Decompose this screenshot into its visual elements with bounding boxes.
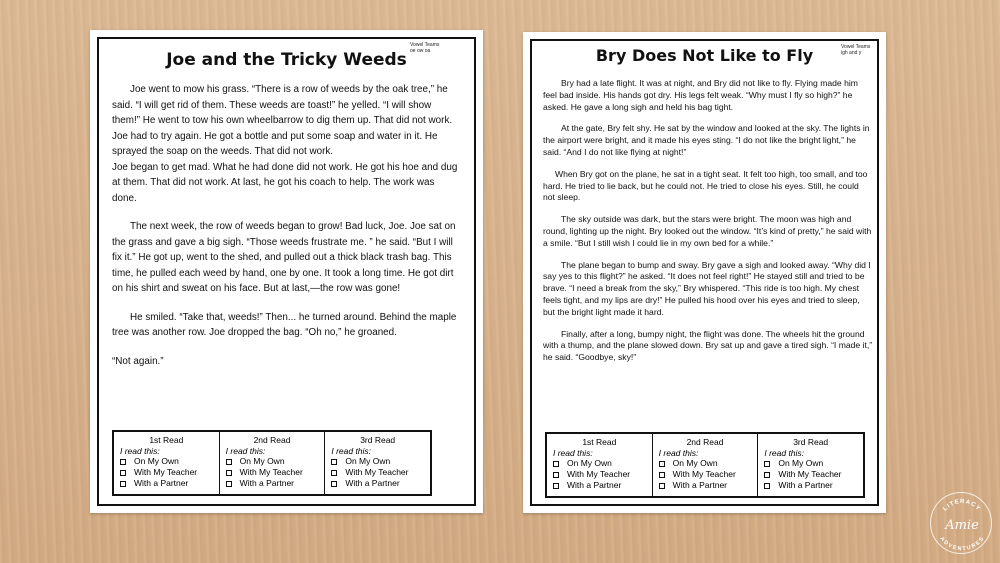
checkbox[interactable]: [331, 481, 337, 487]
read-option[interactable]: [226, 467, 319, 478]
option-label: With My Teacher: [345, 467, 409, 477]
option-label: With My Teacher: [567, 469, 631, 479]
story-paragraph: Joe went to mow his grass. “There is a row of weeds by the oak tree,” he said. “I will get rid of them. These weeds are toast!” he yelled. “I will show them!” He went to tow his own wheelbarrow to dig them up. That did not work. Joe had to try again. He got a bottle and put some soap and water in it. He sprayed the soap on the weeds. That did not work. Joe began to get mad. What he had done did not work. He got his hoe and dug at them. That did not work. At last, he got his coach to help. The work was done.: [112, 84, 458, 204]
checkbox[interactable]: [226, 470, 232, 476]
read-option[interactable]: [764, 469, 857, 480]
svg-text:LITERACY: [942, 499, 981, 513]
story-text: [543, 78, 873, 364]
read-label: I read this:: [658, 448, 699, 458]
checkbox[interactable]: [553, 461, 559, 467]
checkbox[interactable]: [331, 470, 337, 476]
story-paragraph: Finally, after a long, bumpy night, the flight was done. The wheels hit the ground with a thump, and the plane slowed down. Bry sat up and gave a tired sigh. “I made it,” he said. “Goodbye, sky!”: [543, 328, 873, 363]
read-option[interactable]: [659, 480, 752, 491]
option-label: With a Partner: [134, 478, 189, 488]
checkbox[interactable]: [764, 461, 770, 467]
read-label: I read this:: [120, 446, 160, 456]
option-label: With My Teacher: [134, 467, 198, 477]
page-title: Joe and the Tricky Weeds: [166, 50, 407, 70]
read-option[interactable]: [659, 469, 752, 480]
checkbox[interactable]: [331, 459, 337, 465]
story-text: [112, 82, 458, 369]
read-column: [653, 434, 759, 496]
read-label: I read this:: [225, 446, 266, 456]
read-option[interactable]: [553, 469, 646, 480]
read-heading: 2nd Read: [686, 437, 724, 447]
story-paragraph: The plane began to bump and sway. Bry gave a sigh and looked away. “Why did I say yes to this flight?” he asked. “It does not feel right!” He stayed still and tried to be brave. “I need a break from the sky,” Bry whispered. “This ride is too high. My chest feels tight, and my lips are dry!” He pulled his hood over his eyes and tried to sleep, but the bright light made it hard.: [543, 259, 871, 317]
reading-log: [112, 430, 432, 496]
option-label: With My Teacher: [778, 469, 842, 479]
read-column: [547, 434, 653, 496]
story-paragraph: “Not again.”: [112, 355, 164, 367]
worksheet-right: [523, 32, 886, 513]
checkbox[interactable]: [659, 483, 665, 489]
read-label: I read this:: [553, 448, 593, 458]
story-paragraph: When Bry got on the plane, he sat in a tight seat. It felt too high, too small, and too hard. He tried to lie back, but he could not. He tried to close his eyes. Still, he could not sleep.: [543, 168, 868, 203]
checkbox[interactable]: [120, 470, 126, 476]
read-option[interactable]: [659, 458, 752, 469]
reading-log: [545, 432, 865, 498]
read-option[interactable]: [331, 467, 424, 478]
logo-name: Amie: [945, 518, 979, 533]
checkbox[interactable]: [120, 481, 126, 487]
option-label: On My Own: [345, 456, 391, 466]
checkbox[interactable]: [659, 472, 665, 478]
read-column: [220, 432, 326, 494]
story-paragraph: The sky outside was dark, but the stars were bright. The moon was high and round, lighting up the night. Bry looked out the window. “It’s kind of pretty,” he said with a smile. “But I still wish I could lie in my own bed for a while.”: [543, 214, 872, 248]
option-label: On My Own: [239, 456, 285, 466]
option-label: With My Teacher: [239, 467, 303, 477]
read-heading: 3rd Read: [793, 437, 829, 447]
read-column: [325, 432, 430, 494]
story-paragraph: The next week, the row of weeds began to grow! Bad luck, Joe. Joe sat on the grass and gave a big sigh. “Those weeds frustrate me. ” he said. “But I will fix it.” He got up, went to the shed, and pulled out a thick black trash bag. This time, he pulled each weed by hand, one by one. It took a long time. He got dirt on his shirt and sweat on his face. But at last,—the row was gone!: [112, 221, 456, 294]
read-label: I read this:: [331, 446, 372, 456]
read-column: [114, 432, 220, 494]
option-label: With a Partner: [778, 480, 833, 490]
logo-bottom-text: ADVENTURES: [938, 535, 986, 553]
checkbox[interactable]: [553, 472, 559, 478]
checkbox[interactable]: [226, 459, 232, 465]
worksheet-left: [90, 30, 483, 513]
option-label: With a Partner: [567, 480, 622, 490]
read-option[interactable]: [120, 456, 213, 467]
option-label: On My Own: [567, 458, 612, 468]
story-paragraph: He smiled. “Take that, weeds!” Then... he turned around. Behind the maple tree was another row. Joe dropped the bag. “Oh no,” he groaned.: [112, 311, 457, 338]
option-label: With a Partner: [239, 478, 294, 488]
read-heading: 2nd Read: [253, 435, 291, 445]
page-title: Bry Does Not Like to Fly: [595, 46, 814, 65]
checkbox[interactable]: [553, 483, 559, 489]
option-label: On My Own: [672, 458, 718, 468]
read-option[interactable]: [120, 467, 213, 478]
read-option[interactable]: [331, 456, 424, 467]
checkbox[interactable]: [120, 459, 126, 465]
read-option[interactable]: [553, 458, 646, 469]
option-label: On My Own: [134, 456, 179, 466]
read-heading: 1st Read: [582, 437, 617, 447]
option-label: With My Teacher: [672, 469, 736, 479]
read-column: [758, 434, 863, 496]
checkbox[interactable]: [764, 472, 770, 478]
read-option[interactable]: [226, 456, 319, 467]
checkbox[interactable]: [226, 481, 232, 487]
read-heading: 1st Read: [149, 435, 184, 445]
read-option[interactable]: [764, 480, 857, 491]
option-label: With a Partner: [672, 480, 727, 490]
story-paragraph: Bry had a late flight. It was at night, and Bry did not like to fly. Flying made him feel bad inside. His hands got dry. His legs felt weak. “Why must I fly so high?” he asked. He gave a long sigh and held his bag tight.: [543, 78, 858, 112]
option-label: On My Own: [778, 458, 824, 468]
read-option[interactable]: [226, 478, 319, 489]
checkbox[interactable]: [659, 461, 665, 467]
read-label: I read this:: [764, 448, 805, 458]
literacy-adventures-logo: [930, 492, 992, 554]
svg-text:ADVENTURES: [938, 536, 985, 552]
read-option[interactable]: [764, 458, 857, 469]
read-option[interactable]: [331, 478, 424, 489]
phonics-tag: Vowel Teams igh and y: [841, 44, 871, 56]
option-label: With a Partner: [345, 478, 400, 488]
logo-seal: [931, 493, 993, 555]
checkbox[interactable]: [764, 483, 770, 489]
logo-top-text: LITERACY: [942, 498, 982, 513]
read-option[interactable]: [553, 480, 646, 491]
phonics-tag: Vowel Teams oe ow oa: [410, 42, 440, 54]
read-heading: 3rd Read: [360, 435, 396, 445]
read-option[interactable]: [120, 478, 213, 489]
story-paragraph: At the gate, Bry felt shy. He sat by the window and looked at the sky. The lights in the airport were bright, and it made his eyes sting. “I do not like the bright light,” he said. “And I do not like flying at night!”: [543, 123, 870, 157]
